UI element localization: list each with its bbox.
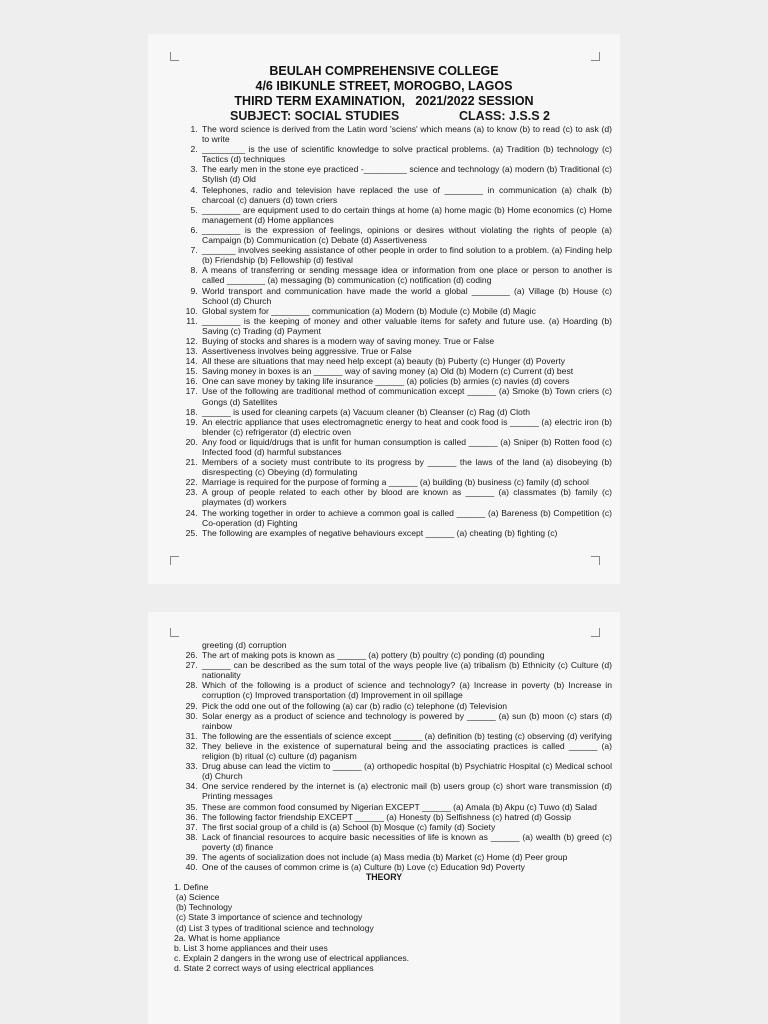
crop-mark-bottom-right bbox=[591, 556, 600, 565]
subject-line bbox=[148, 109, 620, 124]
question-item: 5. ________ are equipment used to do certain things at home (a) home magic (b) Home economics (c) Home management (d) Home appliances bbox=[200, 205, 612, 225]
theory-q1-items bbox=[174, 892, 620, 932]
theory-q1-item: (b) Technology bbox=[176, 902, 233, 913]
crop-mark-top-right bbox=[591, 628, 600, 637]
question-item: 13. Assertiveness involves being aggressive. True or False bbox=[200, 346, 612, 356]
theory-q1: 1. Define bbox=[174, 882, 209, 893]
question-item: 24. The working together in order to achieve a common goal is called ______ (a) Bareness (b) Competition (c) Co-operation (d) Fighting bbox=[200, 508, 612, 528]
crop-mark-top-right bbox=[591, 52, 600, 61]
question-item: 32. They believe in the existence of supernatural being and the associating practices is called ______ (a) religion (b) ritual (c) culture (d) paganism bbox=[200, 741, 612, 761]
question-item: 31. The following are the essentials of science except ______ (a) definition (b) testing (c) observing (d) verifying bbox=[200, 731, 612, 741]
question-item: 22. Marriage is required for the purpose of forming a ______ (a) building (b) business (c) family (d) school bbox=[200, 477, 612, 487]
question-item: 40. One of the causes of common crime is (a) Culture (b) Love (c) Education 9d) Poverty bbox=[200, 862, 612, 872]
question-item: 4. Telephones, radio and television have replaced the use of ________ in communication (a) chalk (b) charcoal (c) danuers (d) town criers bbox=[200, 185, 612, 205]
crop-mark-top-left bbox=[170, 628, 179, 637]
question-item: 16. One can save money by taking life insurance ______ (a) policies (b) armies (c) navies (d) covers bbox=[200, 376, 612, 386]
question-item: 27. ______ can be described as the sum total of the ways people live (a) tribalism (b) Ethnicity (c) Culture (d) nationality bbox=[200, 660, 612, 680]
exam-page-2 bbox=[148, 612, 620, 1024]
crop-mark-bottom-left bbox=[170, 556, 179, 565]
school-address: 4/6 IBIKUNLE STREET, MOROGBO, LAGOS bbox=[255, 79, 513, 93]
question-item: 39. The agents of socialization does not include (a) Mass media (b) Market (c) Home (d) Peer group bbox=[200, 852, 612, 862]
crop-mark-top-left bbox=[170, 52, 179, 61]
question-25-continuation: greeting (d) corruption bbox=[202, 640, 287, 650]
question-item: 38. Lack of financial resources to acquire basic necessities of life is known as ______ (a) wealth (b) greed (c) poverty (d) finance bbox=[200, 832, 612, 852]
theory-q2b: b. List 3 home appliances and their uses bbox=[174, 942, 328, 953]
question-item: 15. Saving money in boxes is an ______ way of saving money (a) Old (b) Modern (c) Current (d) best bbox=[200, 366, 612, 376]
question-item: 29. Pick the odd one out of the following (a) car (b) radio (c) telephone (d) Television bbox=[200, 701, 612, 711]
question-item: 12. Buying of stocks and shares is a modern way of saving money. True or False bbox=[200, 336, 612, 346]
question-item: 1. The word science is derived from the Latin word 'sciens' which means (a) to know (b) to read (c) to ask (d) to write bbox=[200, 124, 612, 144]
subject-label: SUBJECT: SOCIAL STUDIES bbox=[230, 109, 400, 123]
question-item: 36. The following factor friendship EXCEPT ______ (a) Honesty (b) Selfishness (c) hatred (d) Gossip bbox=[200, 812, 612, 822]
question-item: 35. These are common food consumed by Nigerian EXCEPT ______ (a) Amala (b) Akpu (c) Tuwo (d) Salad bbox=[200, 802, 612, 812]
theory-q2c: c. Explain 2 dangers in the wrong use of electrical appliances. bbox=[174, 952, 410, 963]
question-list-1 bbox=[148, 124, 620, 538]
exam-page-1 bbox=[148, 34, 620, 584]
theory-heading: THEORY bbox=[365, 872, 403, 883]
question-item: 8. A means of transferring or sending message idea or information from one place or person to another is called ________ (a) messaging (b) communication (c) notification (d) coding bbox=[200, 265, 612, 285]
question-item: 10. Global system for ________ communication (a) Modern (b) Module (c) Mobile (d) Magic bbox=[200, 306, 612, 316]
question-item: 18. ______ is used for cleaning carpets (a) Vacuum cleaner (b) Cleanser (c) Rag (d) Cloth bbox=[200, 407, 612, 417]
question-item: 3. The early men in the stone eye practiced -_________ science and technology (a) modern (b) Traditional (c) Stylish (d) Old bbox=[200, 164, 612, 184]
question-item: 7. _______ involves seeking assistance of other people in order to find solution to a problem. (a) Finding help (b) Friendship (b) Fellowship (d) festival bbox=[200, 245, 612, 265]
question-item: 2. _________ is the use of scientific knowledge to solve practical problems. (a) Tradition (b) technology (c) Tactics (d) techniques bbox=[200, 144, 612, 164]
question-item: 6. ________ is the expression of feelings, opinions or desires without violating the rights of people (a) Campaign (b) Communication (c) Debate (d) Assertiveness bbox=[200, 225, 612, 245]
question-item: 33. Drug abuse can lead the victim to ______ (a) orthopedic hospital (b) Psychiatric Hospital (c) Medical school (d) Church bbox=[200, 761, 612, 781]
question-item: 21. Members of a society must contribute to its progress by ______ the laws of the land (a) disobeying (b) disrespecting (c) Obeying (d) formulating bbox=[200, 457, 612, 477]
question-item: 30. Solar energy as a product of science and technology is powered by ______ (a) sun (b) moon (c) stars (d) rainbow bbox=[200, 711, 612, 731]
theory-q1-item: (d) List 3 types of traditional science and technology bbox=[176, 922, 374, 933]
question-item: 37. The first social group of a child is (a) School (b) Mosque (c) family (d) Society bbox=[200, 822, 612, 832]
question-item: 25. The following are examples of negative behaviours except ______ (a) cheating (b) fighting (c) bbox=[200, 528, 612, 538]
question-item: 14. All these are situations that may need help except (a) beauty (b) Puberty (c) Hunger (d) Poverty bbox=[200, 356, 612, 366]
school-name: BEULAH COMPREHENSIVE COLLEGE bbox=[269, 64, 499, 78]
question-item: 26. The art of making pots is known as ______ (a) pottery (b) poultry (c) ponding (d) pounding bbox=[200, 650, 612, 660]
question-item: 19. An electric appliance that uses electromagnetic energy to heat and cook food is ______ (a) electric iron (b) blender (c) refrigerator (d) electric oven bbox=[200, 417, 612, 437]
theory-q1-item: (c) State 3 importance of science and technology bbox=[176, 912, 363, 923]
question-list-2 bbox=[148, 650, 620, 872]
question-item: 28. Which of the following is a product of science and technology? (a) Increase in poverty (b) Increase in corruption (c) Improved transportation (d) Improvement in oil spillage bbox=[200, 680, 612, 700]
question-item: 9. World transport and communication have made the world a global ________ (a) Village (b) House (c) School (d) Church bbox=[200, 286, 612, 306]
question-item: 23. A group of people related to each other by blood are known as ______ (a) classmates (b) family (c) playmates (d) workers bbox=[200, 487, 612, 507]
question-item: 11. ________ is the keeping of money and other valuable items for safety and future use. (a) Hoarding (b) Saving (c) Trading (d) Payment bbox=[200, 316, 612, 336]
question-item: 34. One service rendered by the internet is (a) electronic mail (b) users group (c) short ware transmission (d) Printing messages bbox=[200, 781, 612, 801]
theory-q2a: 2a. What is home appliance bbox=[174, 932, 281, 943]
question-item: 20. Any food or liquid/drugs that is unfit for human consumption is called ______ (a) Sniper (b) Rotten food (c) Infected food (d) harmful substances bbox=[200, 437, 612, 457]
theory-q2d: d. State 2 correct ways of using electrical appliances bbox=[174, 962, 374, 973]
theory-section bbox=[148, 882, 620, 973]
question-item: 17. Use of the following are traditional method of communication except ______ (a) Smoke (b) Town criers (c) Gongs (d) Satellites bbox=[200, 386, 612, 406]
exam-title: THIRD TERM EXAMINATION, 2021/2022 SESSION bbox=[234, 94, 534, 108]
theory-q1-item: (a) Science bbox=[176, 892, 220, 903]
class-label: CLASS: J.S.S 2 bbox=[459, 109, 550, 123]
